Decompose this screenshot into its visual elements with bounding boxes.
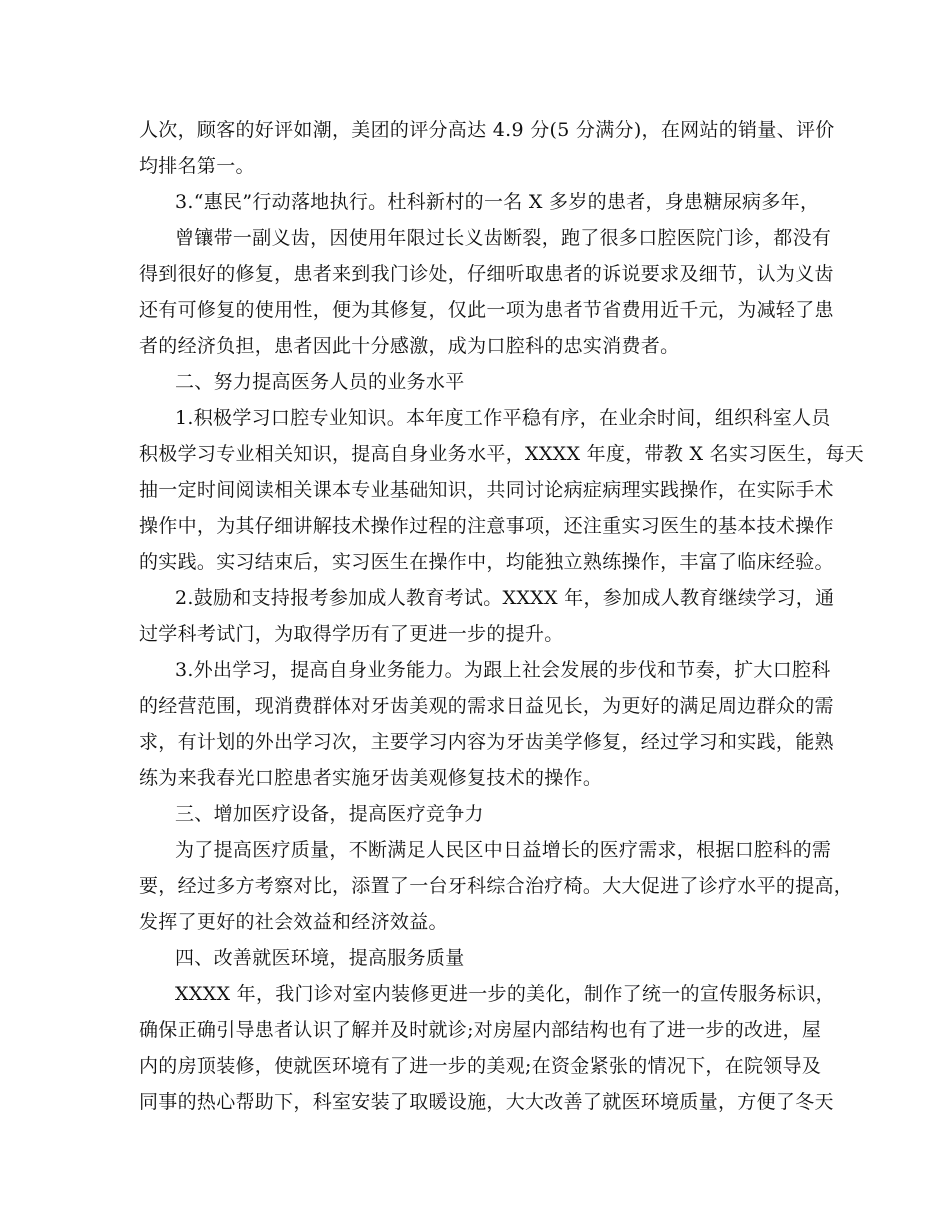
text-line: 积极学习专业相关知识，提高自身业务水平，XXXX 年度，带教 X 名实习医生，每天 <box>139 443 865 465</box>
text-line: 的经营范围，现消费群体对牙齿美观的需求日益见长，为更好的满足周边群众的需 <box>139 695 834 717</box>
text-line: 过学科考试门，为取得学历有了更进一步的提升。 <box>139 623 564 645</box>
text-line: 确保正确引导患者认识了解并及时就诊;对房屋内部结构也有了进一步的改进，屋 <box>139 1019 822 1041</box>
text-line: 为了提高医疗质量，不断满足人民区中日益增长的医疗需求，根据口腔科的需 <box>175 839 832 861</box>
text-line: XXXX 年，我门诊对室内装修更进一步的美化，制作了统一的宣传服务标识， <box>175 983 835 1005</box>
text-line: 抽一定时间阅读相关课本专业基础知识，共同讨论病症病理实践操作，在实际手术 <box>139 479 834 501</box>
text-line: 同事的热心帮助下，科室安装了取暖设施，大大改善了就医环境质量，方便了冬天 <box>139 1091 834 1113</box>
text-line: 内的房顶装修，使就医环境有了进一步的美观;在资金紧张的情况下，在院领导及 <box>139 1055 822 1077</box>
text-line: 2.鼓励和支持报考参加成人教育考试。XXXX 年，参加成人教育继续学习，通 <box>175 587 835 609</box>
text-line: 发挥了更好的社会效益和经济效益。 <box>139 911 448 933</box>
text-line: 人次，顾客的好评如潮，美团的评分高达 4.9 分(5 分满分)，在网站的销量、评价 <box>139 119 835 141</box>
text-line: 1.积极学习口腔专业知识。本年度工作平稳有序，在业余时间，组织科室人员 <box>175 407 831 429</box>
text-line: 曾镶带一副义齿，因使用年限过长义齿断裂，跑了很多口腔医院门诊，都没有 <box>175 227 832 249</box>
text-line: 3.“惠民”行动落地执行。杜科新村的一名 X 多岁的患者，身患糖尿病多年， <box>175 191 820 213</box>
text-line: 求，有计划的外出学习次，主要学习内容为牙齿美学修复，经过学习和实践，能熟 <box>139 731 834 753</box>
text-line: 练为来我春光口腔患者实施牙齿美观修复技术的操作。 <box>139 767 603 789</box>
text-line: 还有可修复的使用性，便为其修复，仅此一项为患者节省费用近千元，为减轻了患 <box>139 299 834 321</box>
text-line: 的实践。实习结束后，实习医生在操作中，均能独立熟练操作，丰富了临床经验。 <box>139 551 834 573</box>
text-line: 3.外出学习，提高自身业务能力。为跟上社会发展的步伐和节奏，扩大口腔科 <box>175 659 831 681</box>
section-heading: 二、努力提高医务人员的业务水平 <box>175 371 465 393</box>
text-line: 均排名第一。 <box>139 155 255 177</box>
text-line: 要，经过多方考察对比，添置了一台牙科综合治疗椅。大大促进了诊疗水平的提高， <box>139 875 854 897</box>
text-line: 得到很好的修复，患者来到我门诊处，仔细听取患者的诉说要求及细节，认为义齿 <box>139 263 834 285</box>
section-heading: 三、增加医疗设备，提高医疗竞争力 <box>175 803 484 825</box>
text-line: 者的经济负担，患者因此十分感激，成为口腔科的忠实消费者。 <box>139 335 680 357</box>
section-heading: 四、改善就医环境，提高服务质量 <box>175 947 465 969</box>
text-line: 操作中，为其仔细讲解技术操作过程的注意事项，还注重实习医生的基本技术操作 <box>139 515 834 537</box>
